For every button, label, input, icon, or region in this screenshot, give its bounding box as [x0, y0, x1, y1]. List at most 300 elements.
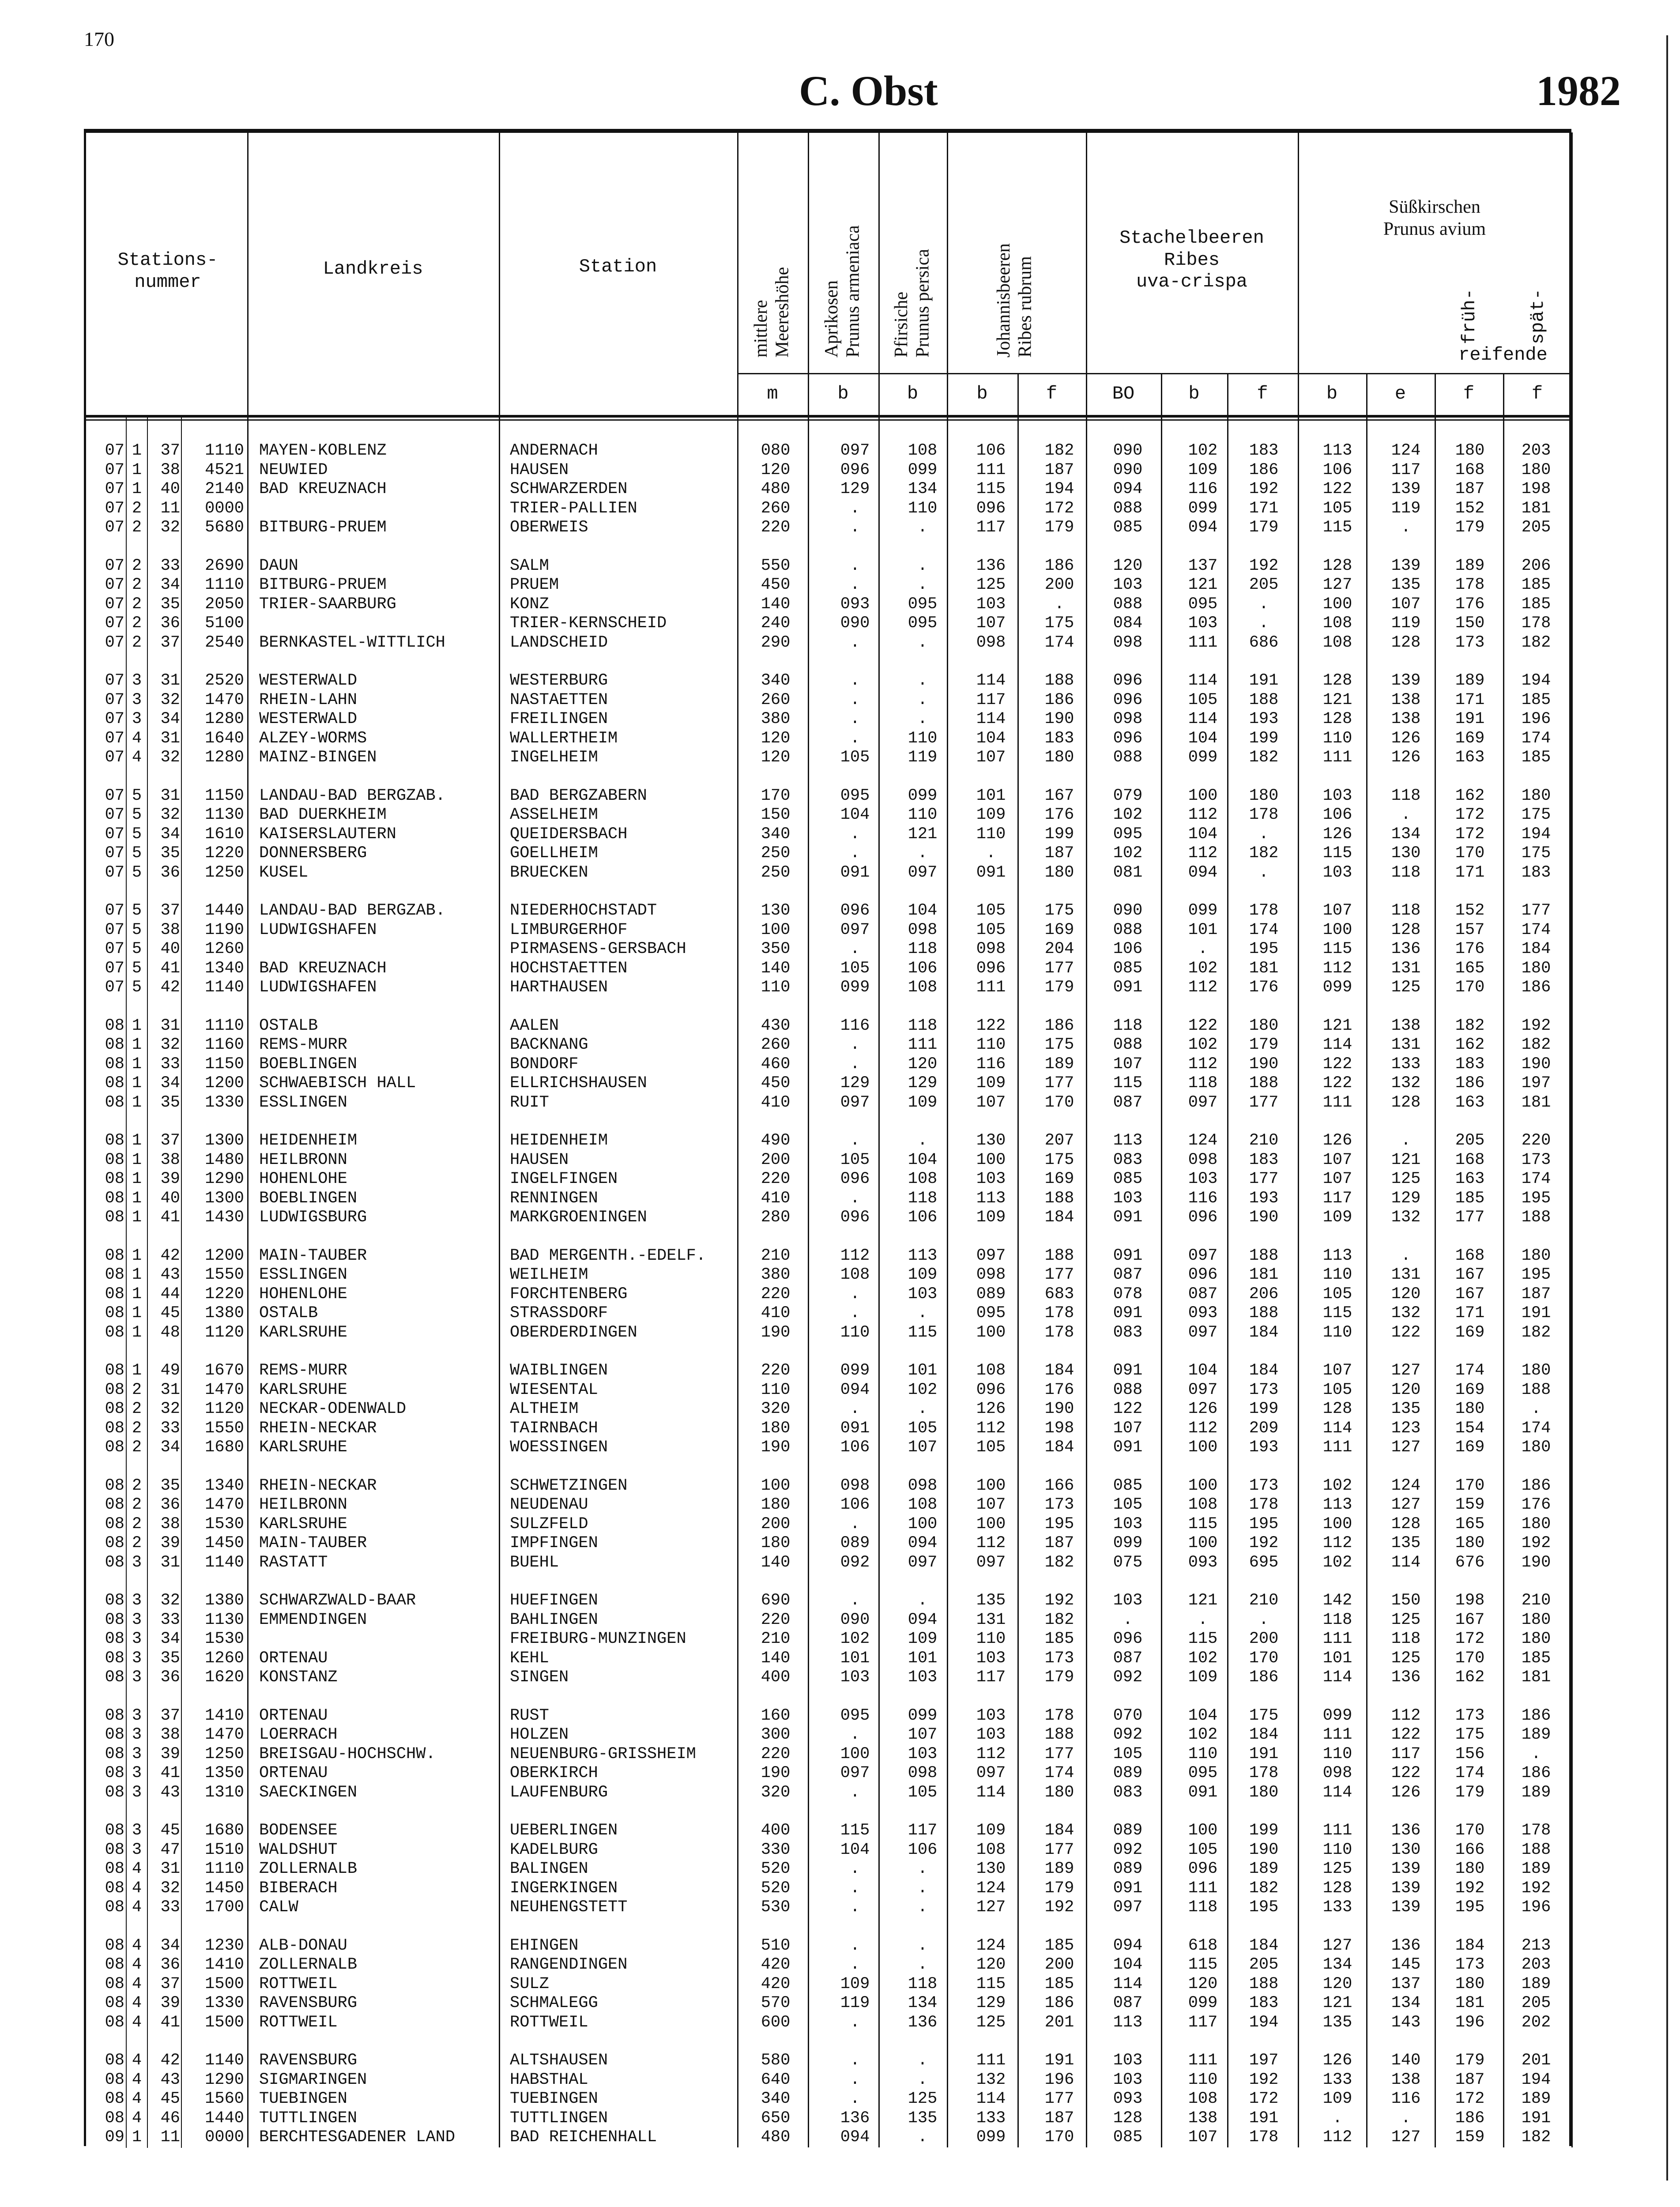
sub-code-cell: 41 [160, 1764, 180, 1782]
kirschen-frueh-f-cell: 152 [1455, 901, 1485, 920]
altitude-cell: 510 [761, 1936, 791, 1955]
state-code-cell: 08 [105, 1495, 124, 1514]
district-code-cell: 1 [132, 1036, 142, 1054]
district-code-cell: 1 [132, 1208, 142, 1227]
pfirsiche-b-cell: 109 [908, 1630, 938, 1648]
station-id-cell: 1470 [205, 1725, 244, 1744]
kirschen-frueh-f-cell: 157 [1455, 920, 1485, 939]
aprikosen-b-cell: . [850, 1284, 860, 1303]
johannisbeeren-b-cell: 117 [976, 690, 1006, 709]
aprikosen-b-cell: 104 [840, 806, 870, 824]
table-row [0, 1725, 1680, 1745]
altitude-cell: 120 [761, 460, 791, 479]
johannisbeeren-b-cell: 100 [976, 1514, 1006, 1533]
johannisbeeren-b-cell: 114 [976, 671, 1006, 690]
kirschen-b-cell: 122 [1322, 1055, 1352, 1073]
row-group [0, 901, 1680, 998]
altitude-cell: 320 [761, 1783, 791, 1802]
johannisbeeren-f-cell: 199 [1044, 825, 1074, 844]
sub-code-cell: 32 [160, 1879, 180, 1898]
kirschen-spaet-f-cell: 178 [1521, 1821, 1551, 1840]
table-row [0, 1247, 1680, 1266]
district-code-cell: 5 [132, 901, 142, 920]
kirschen-e-cell: . [1401, 1131, 1411, 1150]
stachelbeeren-bo-cell: 093 [1113, 2090, 1143, 2108]
kirschen-b-cell: 111 [1322, 1438, 1352, 1457]
table-row [0, 806, 1680, 825]
stachelbeeren-b-cell: 115 [1188, 1955, 1218, 1974]
kirschen-spaet-f-cell: 191 [1521, 2109, 1551, 2128]
stachelbeeren-f-cell: 188 [1249, 1304, 1279, 1322]
kirschen-spaet-f-cell: 181 [1521, 1668, 1551, 1687]
pfirsiche-b-cell: 097 [908, 863, 938, 882]
altitude-cell: 260 [761, 690, 791, 709]
kirschen-frueh-f-cell: 176 [1455, 940, 1485, 958]
johannisbeeren-b-cell: 117 [976, 518, 1006, 537]
table-row [0, 1553, 1680, 1573]
stachelbeeren-bo-cell: 089 [1113, 1821, 1143, 1840]
johannisbeeren-b-cell: 106 [976, 441, 1006, 460]
sub-code-cell: 34 [160, 1074, 180, 1092]
johannisbeeren-f-cell: 186 [1044, 556, 1074, 575]
stachelbeeren-f-cell: 190 [1249, 1055, 1279, 1073]
station-cell: NEUENBURG-GRISSHEIM [510, 1744, 696, 1763]
altitude-cell: 220 [761, 1610, 791, 1629]
stachelbeeren-bo-cell: 096 [1113, 1630, 1143, 1648]
sub-code-cell: 37 [160, 901, 180, 920]
station-id-cell: 1310 [205, 1783, 244, 1802]
state-code-cell: 08 [105, 1725, 124, 1744]
johannisbeeren-b-cell: 103 [976, 1170, 1006, 1188]
sub-code-cell: 33 [160, 1898, 180, 1917]
stachelbeeren-b-cell: 100 [1188, 1438, 1218, 1457]
table-row [0, 921, 1680, 940]
kirschen-frueh-f-cell: 172 [1455, 806, 1485, 824]
station-id-cell: 1200 [205, 1074, 244, 1092]
kirschen-frueh-f-cell: 165 [1455, 959, 1485, 978]
table-row [0, 557, 1680, 576]
kirschen-frueh-f-cell: 676 [1455, 1553, 1485, 1572]
landkreis-cell: ZOLLERNALB [259, 1955, 358, 1974]
landkreis-cell: HOHENLOHE [259, 1284, 347, 1303]
johannisbeeren-f-cell: 185 [1044, 1974, 1074, 1993]
kirschen-e-cell: 120 [1391, 1284, 1421, 1303]
landkreis-cell: BOEBLINGEN [259, 1189, 358, 1208]
table-row [0, 901, 1680, 921]
district-code-cell: 4 [132, 1898, 142, 1917]
aprikosen-b-cell: . [850, 1898, 860, 1917]
landkreis-cell: BITBURG-PRUEM [259, 518, 387, 537]
kirschen-e-cell: 128 [1391, 633, 1421, 652]
stachelbeeren-f-cell: 199 [1249, 1400, 1279, 1418]
altitude-cell: 160 [761, 1706, 791, 1725]
stachelbeeren-f-cell: 184 [1249, 1725, 1279, 1744]
kirschen-frueh-f-cell: 169 [1455, 1323, 1485, 1342]
kirschen-b-cell: 105 [1322, 499, 1352, 518]
station-cell: ALTHEIM [510, 1400, 579, 1418]
stachelbeeren-b-cell: 095 [1188, 1764, 1218, 1782]
aprikosen-b-cell: . [850, 1955, 860, 1974]
state-code-cell: 07 [105, 460, 124, 479]
landkreis-cell: ESSLINGEN [259, 1093, 347, 1112]
stachelbeeren-b-cell: 108 [1188, 1495, 1218, 1514]
district-code-cell: 3 [132, 1668, 142, 1687]
aprikosen-b-cell: . [850, 1514, 860, 1533]
district-code-cell: 4 [132, 2013, 142, 2032]
kirschen-spaet-f-cell: 189 [1521, 1783, 1551, 1802]
state-code-cell: 07 [105, 441, 124, 460]
district-code-cell: 5 [132, 844, 142, 862]
station-id-cell: 1680 [205, 1438, 244, 1457]
stachelbeeren-f-cell: 178 [1249, 1764, 1279, 1782]
stachelbeeren-bo-cell: 085 [1113, 1170, 1143, 1188]
kirschen-e-cell: 131 [1391, 1265, 1421, 1284]
stachelbeeren-b-cell: 112 [1188, 1055, 1218, 1073]
kirschen-frueh-f-cell: 169 [1455, 729, 1485, 748]
johannisbeeren-f-cell: 179 [1044, 978, 1074, 997]
district-code-cell: 5 [132, 920, 142, 939]
kirschen-e-cell: 128 [1391, 1514, 1421, 1533]
district-code-cell: 2 [132, 499, 142, 518]
station-cell: NASTAETTEN [510, 690, 608, 709]
sub-code-cell: 31 [160, 1016, 180, 1035]
kirschen-spaet-f-cell: 176 [1521, 1495, 1551, 1514]
kirschen-b-cell: 117 [1322, 1189, 1352, 1208]
kirschen-frueh-f-cell: 178 [1455, 576, 1485, 594]
kirschen-e-cell: 125 [1391, 1610, 1421, 1629]
kirschen-b-cell: 113 [1322, 1495, 1352, 1514]
altitude-cell: 190 [761, 1323, 791, 1342]
state-code-cell: 09 [105, 2128, 124, 2147]
aprikosen-b-cell: . [850, 2070, 860, 2089]
stachelbeeren-b-cell: 126 [1188, 1400, 1218, 1418]
stachelbeeren-bo-cell: 115 [1113, 1074, 1143, 1092]
state-code-cell: 08 [105, 1476, 124, 1495]
landkreis-cell: RAVENSBURG [259, 1994, 358, 2012]
kirschen-frueh-f-cell: 168 [1455, 460, 1485, 479]
station-cell: FORCHTENBERG [510, 1284, 628, 1303]
stachelbeeren-bo-cell: 096 [1113, 671, 1143, 690]
stachelbeeren-b-cell: 096 [1188, 1860, 1218, 1878]
landkreis-cell: ALB-DONAU [259, 1936, 347, 1955]
sub-code-cell: 44 [160, 1284, 180, 1303]
stachelbeeren-b-cell: 094 [1188, 518, 1218, 537]
kirschen-b-cell: 128 [1322, 671, 1352, 690]
district-code-cell: 2 [132, 614, 142, 633]
station-id-cell: 4521 [205, 460, 244, 479]
altitude-cell: 220 [761, 1170, 791, 1188]
aprikosen-b-cell: . [850, 690, 860, 709]
aprikosen-b-cell: 103 [840, 1668, 870, 1687]
kirschen-e-cell: 150 [1391, 1591, 1421, 1610]
landkreis-cell: HOHENLOHE [259, 1170, 347, 1188]
district-code-cell: 5 [132, 825, 142, 844]
table-row [0, 1994, 1680, 2013]
state-code-cell: 07 [105, 633, 124, 652]
johannisbeeren-f-cell: 167 [1044, 786, 1074, 805]
stachelbeeren-b-cell: 102 [1188, 1649, 1218, 1668]
aprikosen-b-cell: . [850, 633, 860, 652]
kirschen-frueh-f-cell: 156 [1455, 1744, 1485, 1763]
year-heading: 1982 [1536, 67, 1621, 114]
landkreis-cell: KUSEL [259, 863, 309, 882]
johannisbeeren-b-cell: 089 [976, 1284, 1006, 1303]
pfirsiche-b-cell: 107 [908, 1725, 938, 1744]
kirschen-b-cell: 114 [1322, 1419, 1352, 1438]
district-code-cell: 2 [132, 1419, 142, 1438]
altitude-cell: 190 [761, 1764, 791, 1782]
stachelbeeren-bo-cell: 102 [1113, 806, 1143, 824]
kirschen-e-cell: 125 [1391, 1649, 1421, 1668]
station-cell: SALM [510, 556, 549, 575]
johannisbeeren-f-cell: 175 [1044, 1036, 1074, 1054]
kirschen-frueh-f-cell: 171 [1455, 1304, 1485, 1322]
station-cell: QUEIDERSBACH [510, 825, 628, 844]
sub-code-cell: 33 [160, 1610, 180, 1629]
district-code-cell: 3 [132, 1591, 142, 1610]
unit-cell: b [837, 383, 849, 404]
altitude-cell: 480 [761, 480, 791, 498]
sub-code-cell: 37 [160, 633, 180, 652]
aprikosen-b-cell: 096 [840, 1170, 870, 1188]
stachelbeeren-b-cell: 115 [1188, 1514, 1218, 1533]
altitude-cell: 450 [761, 576, 791, 594]
station-cell: HAUSEN [510, 1150, 569, 1169]
state-code-cell: 07 [105, 576, 124, 594]
header-bottom-rule [84, 415, 1571, 418]
stachelbeeren-bo-cell: 090 [1113, 460, 1143, 479]
station-cell: PIRMASENS-GERSBACH [510, 940, 686, 958]
station-cell: WIESENTAL [510, 1380, 598, 1399]
stachelbeeren-f-cell: 186 [1249, 1668, 1279, 1687]
johannisbeeren-f-cell: 173 [1044, 1495, 1074, 1514]
station-id-cell: 1300 [205, 1189, 244, 1208]
stachelbeeren-b-cell: 102 [1188, 1725, 1218, 1744]
sub-code-cell: 31 [160, 786, 180, 805]
johannisbeeren-b-cell: 124 [976, 1936, 1006, 1955]
kirschen-e-cell: 139 [1391, 671, 1421, 690]
johannisbeeren-b-cell: 117 [976, 1668, 1006, 1687]
state-code-cell: 08 [105, 2013, 124, 2032]
altitude-cell: 250 [761, 863, 791, 882]
pfirsiche-b-cell: 098 [908, 920, 938, 939]
state-code-cell: 08 [105, 2051, 124, 2070]
landkreis-cell: LANDAU-BAD BERGZAB. [259, 786, 445, 805]
table-row [0, 480, 1680, 499]
station-id-cell: 1190 [205, 920, 244, 939]
kirschen-frueh-f-cell: 189 [1455, 556, 1485, 575]
kirschen-b-cell: 113 [1322, 1246, 1352, 1265]
district-code-cell: 5 [132, 806, 142, 824]
johannisbeeren-f-cell: 192 [1044, 1591, 1074, 1610]
table-row [0, 1955, 1680, 1975]
state-code-cell: 08 [105, 1323, 124, 1342]
district-code-cell: 2 [132, 518, 142, 537]
kirschen-frueh-f-cell: 173 [1455, 1706, 1485, 1725]
stachelbeeren-b-cell: 111 [1188, 2051, 1218, 2070]
table-row [0, 863, 1680, 883]
station-id-cell: 1220 [205, 844, 244, 862]
sub-code-cell: 34 [160, 1630, 180, 1648]
kirschen-frueh-f-cell: 205 [1455, 1131, 1485, 1150]
johannisbeeren-f-cell: 184 [1044, 1438, 1074, 1457]
johannisbeeren-b-cell: 100 [976, 1323, 1006, 1342]
johannisbeeren-f-cell: 188 [1044, 1725, 1074, 1744]
station-cell: HAUSEN [510, 460, 569, 479]
johannisbeeren-b-cell: 110 [976, 825, 1006, 844]
state-code-cell: 07 [105, 499, 124, 518]
landkreis-cell: OSTALB [259, 1016, 318, 1035]
aprikosen-b-cell: 100 [840, 1744, 870, 1763]
landkreis-cell: ESSLINGEN [259, 1265, 347, 1284]
stachelbeeren-bo-cell: 105 [1113, 1495, 1143, 1514]
altitude-cell: 460 [761, 1055, 791, 1073]
kirschen-e-cell: 124 [1391, 441, 1421, 460]
stachelbeeren-b-cell: 103 [1188, 614, 1218, 633]
stachelbeeren-bo-cell: 075 [1113, 1553, 1143, 1572]
table-row [0, 461, 1680, 480]
sub-code-cell: 43 [160, 1265, 180, 1284]
johannisbeeren-f-cell: 180 [1044, 1783, 1074, 1802]
kirschen-frueh-f-cell: 195 [1455, 1898, 1485, 1917]
station-cell: TRIER-PALLIEN [510, 499, 637, 518]
kirschen-b-cell: 110 [1322, 1744, 1352, 1763]
landkreis-cell: MAIN-TAUBER [259, 1246, 367, 1265]
district-code-cell: 3 [132, 1725, 142, 1744]
district-code-cell: 3 [132, 1649, 142, 1668]
altitude-cell: 340 [761, 825, 791, 844]
kirschen-spaet-f-cell: 192 [1521, 1016, 1551, 1035]
table-row [0, 2128, 1680, 2147]
aprikosen-b-cell: 112 [840, 1246, 870, 1265]
johannisbeeren-f-cell: 180 [1044, 863, 1074, 882]
stachelbeeren-f-cell: 195 [1249, 940, 1279, 958]
district-code-cell: 5 [132, 863, 142, 882]
johannisbeeren-b-cell: 130 [976, 1131, 1006, 1150]
stachelbeeren-bo-cell: 088 [1113, 595, 1143, 614]
kirschen-frueh-f-cell: 154 [1455, 1419, 1485, 1438]
altitude-cell: 200 [761, 1514, 791, 1533]
aprikosen-b-cell: 090 [840, 1610, 870, 1629]
altitude-cell: 140 [761, 1649, 791, 1668]
johannisbeeren-f-cell: 169 [1044, 920, 1074, 939]
aprikosen-b-cell: . [850, 2013, 860, 2032]
aprikosen-b-cell: . [850, 1783, 860, 1802]
johannisbeeren-b-cell: 110 [976, 1630, 1006, 1648]
kirschen-frueh-f-cell: 172 [1455, 2090, 1485, 2108]
stachelbeeren-bo-cell: 091 [1113, 1879, 1143, 1898]
stachelbeeren-bo-cell: 104 [1113, 1955, 1143, 1974]
johannisbeeren-b-cell: 101 [976, 786, 1006, 805]
altitude-cell: 340 [761, 671, 791, 690]
kirschen-frueh-f-cell: 186 [1455, 1074, 1485, 1092]
stachelbeeren-bo-cell: 102 [1113, 844, 1143, 862]
sub-code-cell: 46 [160, 2109, 180, 2128]
stachelbeeren-b-cell: 095 [1188, 595, 1218, 614]
altitude-cell: 640 [761, 2070, 791, 2089]
johannisbeeren-f-cell: 183 [1044, 729, 1074, 748]
stachelbeeren-f-cell: 179 [1249, 1036, 1279, 1054]
state-code-cell: 08 [105, 1514, 124, 1533]
station-id-cell: 1120 [205, 1323, 244, 1342]
kirschen-b-cell: 126 [1322, 825, 1352, 844]
kirschen-spaet-f-cell: 192 [1521, 1534, 1551, 1552]
johannisbeeren-b-cell: 109 [976, 1208, 1006, 1227]
table-row [0, 1783, 1680, 1803]
stachelbeeren-b-cell: 120 [1188, 1974, 1218, 1993]
johannisbeeren-b-cell: 125 [976, 2013, 1006, 2032]
state-code-cell: 08 [105, 1821, 124, 1840]
table-body [0, 441, 1680, 2166]
pfirsiche-b-cell: 118 [908, 1974, 938, 1993]
pfirsiche-b-cell: 102 [908, 1380, 938, 1399]
stachelbeeren-bo-cell: 114 [1113, 1974, 1143, 1993]
stachelbeeren-b-cell: 104 [1188, 1361, 1218, 1380]
altitude-cell: 210 [761, 1630, 791, 1648]
johannisbeeren-b-cell: 136 [976, 556, 1006, 575]
stachelbeeren-f-cell: 194 [1249, 2013, 1279, 2032]
stachelbeeren-bo-cell: 118 [1113, 1016, 1143, 1035]
district-code-cell: 2 [132, 633, 142, 652]
johannisbeeren-b-cell: 107 [976, 748, 1006, 767]
aprikosen-b-cell: 096 [840, 901, 870, 920]
stachelbeeren-b-cell: 097 [1188, 1246, 1218, 1265]
pfirsiche-b-cell: 108 [908, 978, 938, 997]
johannisbeeren-b-cell: 097 [976, 1246, 1006, 1265]
station-cell: HOCHSTAETTEN [510, 959, 628, 978]
sub-code-cell: 32 [160, 1591, 180, 1610]
kirschen-spaet-f-cell: 187 [1521, 1284, 1551, 1303]
pfirsiche-b-cell: 108 [908, 1170, 938, 1188]
kirschen-b-cell: 102 [1322, 1553, 1352, 1572]
aprikosen-b-cell: 099 [840, 978, 870, 997]
altitude-cell: 260 [761, 1036, 791, 1054]
johannisbeeren-b-cell: 115 [976, 1974, 1006, 1993]
table-row [0, 671, 1680, 691]
kirschen-spaet-f-cell: 195 [1521, 1265, 1551, 1284]
aprikosen-b-cell: . [850, 1860, 860, 1878]
stachelbeeren-b-cell: 103 [1188, 1170, 1218, 1188]
kirschen-b-cell: 118 [1322, 1610, 1352, 1629]
sub-code-cell: 37 [160, 1706, 180, 1725]
stachelbeeren-b-cell: 097 [1188, 1380, 1218, 1399]
stachelbeeren-b-cell: 104 [1188, 1706, 1218, 1725]
pfirsiche-b-cell: . [917, 2051, 928, 2070]
kirschen-b-cell: 121 [1322, 1994, 1352, 2012]
landkreis-cell: REMS-MURR [259, 1036, 347, 1054]
pfirsiche-b-cell: 099 [908, 460, 938, 479]
stachelbeeren-f-cell: . [1258, 614, 1269, 633]
kirschen-e-cell: 114 [1391, 1553, 1421, 1572]
table-row [0, 1400, 1680, 1419]
kirschen-spaet-f-cell: 185 [1521, 1649, 1551, 1668]
kirschen-spaet-f-cell: 202 [1521, 2013, 1551, 2032]
station-id-cell: 1200 [205, 1246, 244, 1265]
table-row [0, 1438, 1680, 1458]
stachelbeeren-f-cell: 686 [1249, 633, 1279, 652]
johannisbeeren-f-cell: 188 [1044, 1189, 1074, 1208]
table-row [0, 1745, 1680, 1764]
station-id-cell: 1140 [205, 2051, 244, 2070]
sub-code-cell: 39 [160, 1534, 180, 1552]
unit-cell: f [1531, 383, 1543, 404]
stachelbeeren-b-cell: 093 [1188, 1304, 1218, 1322]
pfirsiche-b-cell: . [917, 1936, 928, 1955]
stachelbeeren-f-cell: 200 [1249, 1630, 1279, 1648]
station-id-cell: 1110 [205, 1016, 244, 1035]
kirschen-spaet-f-cell: 183 [1521, 863, 1551, 882]
johannisbeeren-b-cell: 114 [976, 1783, 1006, 1802]
